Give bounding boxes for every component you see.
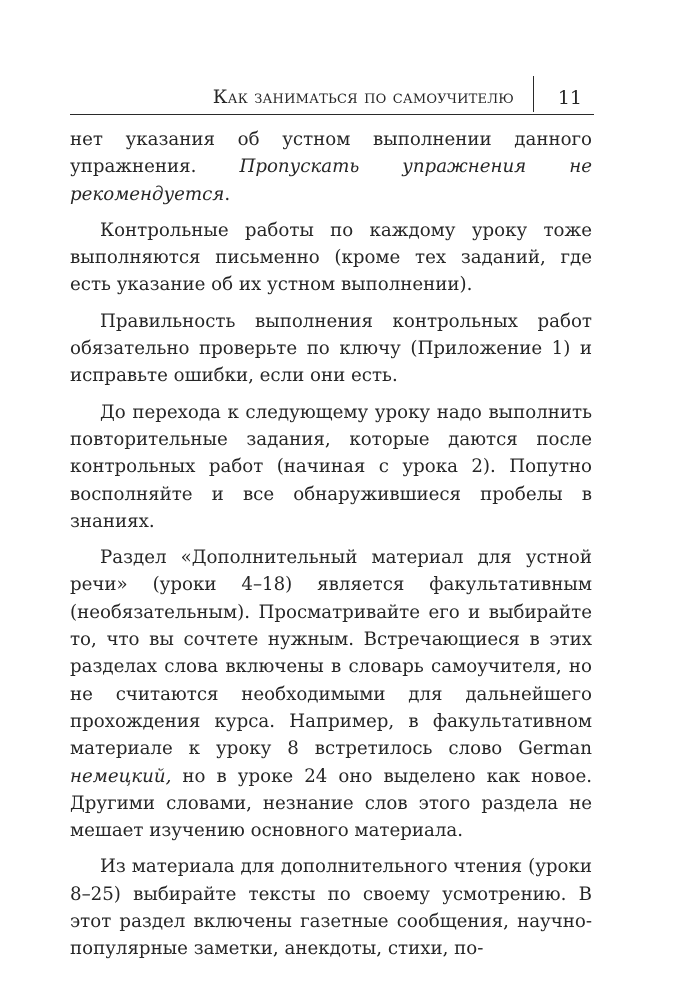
- page-body: [70, 126, 592, 972]
- paragraph-text: Раздел «Дополнительный материал для устной речи» (уроки 4–18) является факультативным (необязательным). Просматривайте его и выбирайте то, что вы сочтете нужным. Встречающиеся в этих разделах слова включены в словарь самоучителя, но не считаются необходимыми для дальнейшего прохождения курса. Например, в факультативном материале к уроку 8 встретилось слово German: [70, 547, 592, 760]
- paragraph-text: .: [224, 183, 231, 205]
- running-header: [70, 76, 594, 115]
- page-number: 11: [557, 87, 582, 109]
- header-divider: [533, 76, 534, 112]
- paragraph: [70, 544, 592, 844]
- paragraph: Из материала для дополнительного чтения (уроки 8–25) выбирайте тексты по своему усмотрению. В этот раздел включены газетные сообщения, научно-популярные заметки, анекдоты, стихи, по-: [70, 856, 592, 960]
- paragraph: Правильность выполнения контрольных работ обязательно проверьте по ключу (Приложение 1) и исправьте ошибки, если они есть.: [70, 310, 592, 387]
- running-header-title: Как заниматься по самоучителю: [212, 86, 514, 108]
- paragraph: Контрольные работы по каждому уроку тоже выполняются письменно (кроме тех заданий, где есть указание об их устном выполнении).: [70, 219, 592, 296]
- paragraph-italic: Пропускать упражнения не рекомендуется: [70, 156, 592, 205]
- paragraph-text: но в уроке 24 оно выделено как новое. Другими словами, незнание слов этого раздела не мешает изучению основного материала.: [70, 765, 592, 842]
- paragraph-italic: немецкий,: [70, 765, 172, 787]
- paragraph: До перехода к следующему уроку надо выполнить повторительные задания, которые даются после контрольных работ (начиная с урока 2). Попутно восполняйте и все обнаружившиеся пробелы в знаниях.: [70, 401, 592, 532]
- paragraph-text: нет указания об устном выполнении данного упражнения.: [70, 129, 592, 178]
- paragraph: [70, 126, 592, 208]
